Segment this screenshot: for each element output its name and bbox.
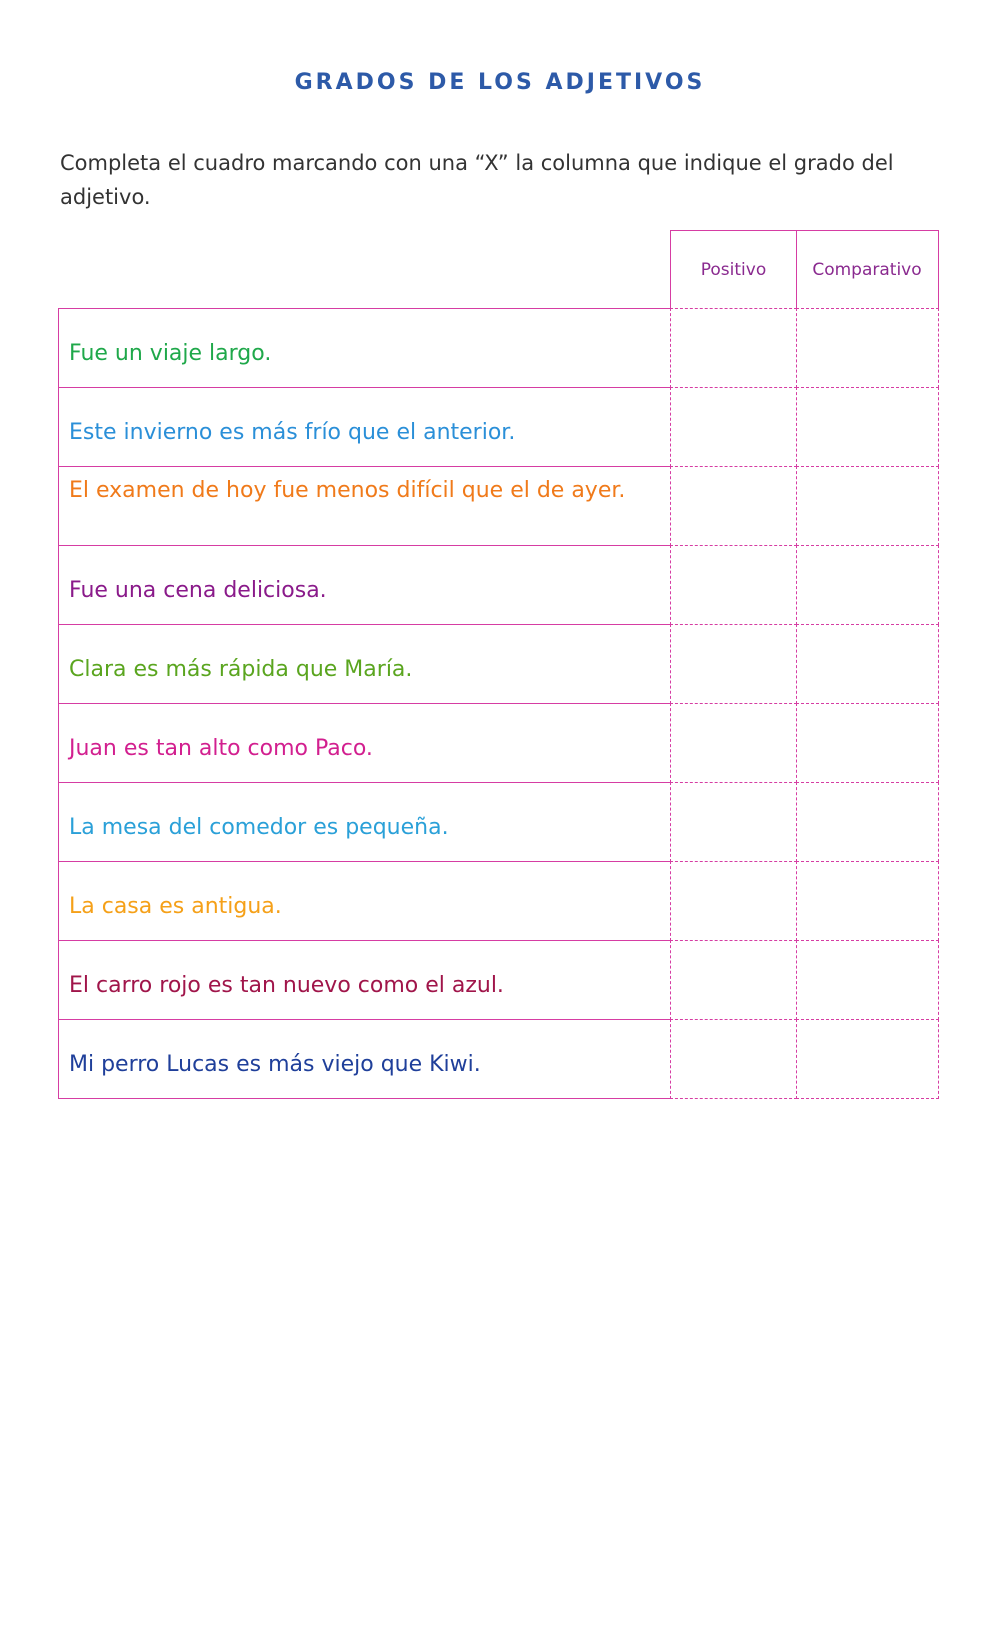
table-row: [58, 387, 939, 467]
sentence-cell: La mesa del comedor es pequeña.: [58, 782, 671, 862]
sentence-cell: El carro rojo es tan nuevo como el azul.: [58, 940, 671, 1020]
table-row: [58, 308, 939, 388]
sentence-cell: El examen de hoy fue menos difícil que el de ayer.: [58, 466, 671, 546]
comparativo-checkbox-cell[interactable]: [796, 308, 939, 388]
table-row: [58, 861, 939, 941]
comparativo-checkbox-cell[interactable]: [796, 387, 939, 467]
positivo-checkbox-cell[interactable]: [670, 624, 797, 704]
positivo-checkbox-cell[interactable]: [670, 782, 797, 862]
table-row: [58, 703, 939, 783]
sentence-cell: Fue una cena deliciosa.: [58, 545, 671, 625]
comparativo-checkbox-cell[interactable]: [796, 1019, 939, 1099]
sentence-cell: Fue un viaje largo.: [58, 308, 671, 388]
positivo-checkbox-cell[interactable]: [670, 703, 797, 783]
worksheet-title: GRADOS DE LOS ADJETIVOS: [294, 70, 706, 95]
sentence-cell: Este invierno es más frío que el anterior.: [58, 387, 671, 467]
comparativo-checkbox-cell[interactable]: [796, 545, 939, 625]
comparativo-checkbox-cell[interactable]: [796, 624, 939, 704]
sentence-cell: La casa es antigua.: [58, 861, 671, 941]
comparativo-checkbox-cell[interactable]: [796, 861, 939, 941]
table-row: [58, 940, 939, 1020]
table-row: [58, 624, 939, 704]
sentence-cell: Mi perro Lucas es más viejo que Kiwi.: [58, 1019, 671, 1099]
positivo-checkbox-cell[interactable]: [670, 308, 797, 388]
column-header-comparativo: Comparativo: [796, 230, 939, 310]
positivo-checkbox-cell[interactable]: [670, 466, 797, 546]
comparativo-checkbox-cell[interactable]: [796, 782, 939, 862]
table-row: [58, 545, 939, 625]
column-header-positivo: Positivo: [670, 230, 797, 310]
positivo-checkbox-cell[interactable]: [670, 1019, 797, 1099]
positivo-checkbox-cell[interactable]: [670, 387, 797, 467]
comparativo-checkbox-cell[interactable]: [796, 703, 939, 783]
positivo-checkbox-cell[interactable]: [670, 940, 797, 1020]
table-row: [58, 1019, 939, 1099]
table-row: [58, 466, 939, 546]
table-row: [58, 782, 939, 862]
sentence-cell: Clara es más rápida que María.: [58, 624, 671, 704]
instructions-text: Completa el cuadro marcando con una “X” la columna que indique el grado del adjetivo.: [60, 151, 894, 209]
positivo-checkbox-cell[interactable]: [670, 545, 797, 625]
comparativo-checkbox-cell[interactable]: [796, 940, 939, 1020]
comparativo-checkbox-cell[interactable]: [796, 466, 939, 546]
positivo-checkbox-cell[interactable]: [670, 861, 797, 941]
sentence-cell: Juan es tan alto como Paco.: [58, 703, 671, 783]
